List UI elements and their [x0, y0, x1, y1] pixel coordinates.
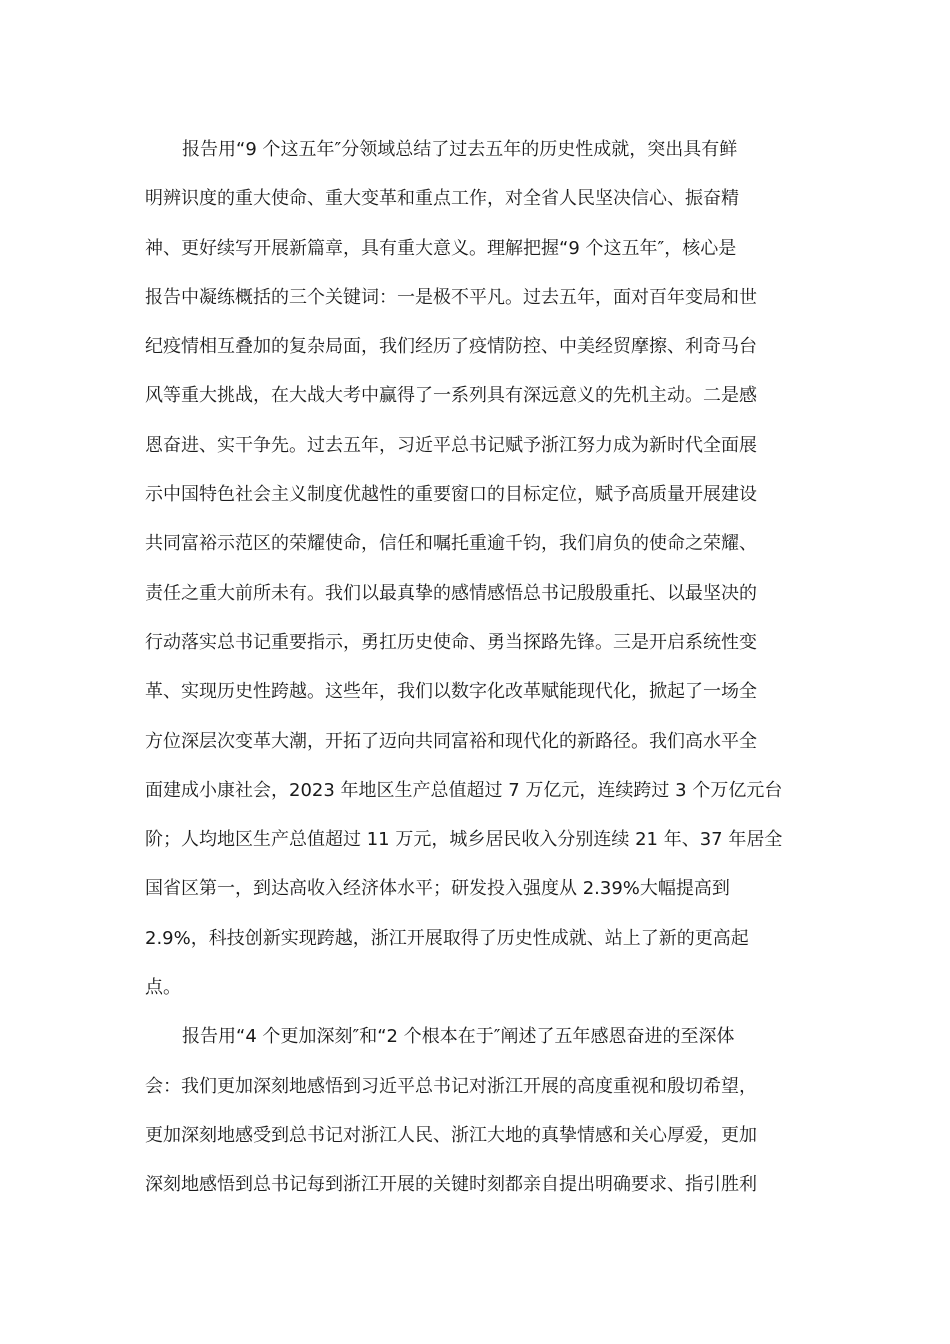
text-line: 示中国特色社会主义制度优越性的重要窗口的目标定位，赋予高质量开展建设: [145, 484, 757, 506]
text-line: 点。: [145, 977, 181, 999]
text-line: 更加深刻地感受到总书记对浙江人民、浙江大地的真挚情感和关心厚爱，更加: [145, 1124, 757, 1146]
text-line: 方位深层次变革大潮，开拓了迈向共同富裕和现代化的新路径。我们高水平全: [145, 730, 757, 752]
document-body: [145, 125, 807, 1210]
text-line: 报告用“4 个更加深刻″和“2 个根本在于″阐述了五年感恩奋进的至深体: [182, 1026, 735, 1048]
text-line: 深刻地感悟到总书记每到浙江开展的关键时刻都亲自提出明确要求、指引胜利: [145, 1174, 757, 1196]
text-line: 风等重大挑战，在大战大考中赢得了一系列具有深远意义的先机主动。二是感: [145, 385, 757, 407]
text-line: 行动落实总书记重要指示，勇扛历史使命、勇当探路先锋。三是开启系统性变: [145, 631, 757, 653]
text-line: 革、实现历史性跨越。这些年，我们以数字化改革赋能现代化，掀起了一场全: [145, 681, 757, 703]
text-line: 报告中凝练概括的三个关键词：一是极不平凡。过去五年，面对百年变局和世: [145, 286, 757, 308]
text-line: 恩奋进、实干争先。过去五年，习近平总书记赋予浙江努力成为新时代全面展: [145, 434, 757, 456]
text-line: 会：我们更加深刻地感悟到习近平总书记对浙江开展的高度重视和殷切希望，: [145, 1075, 757, 1097]
text-line: 责任之重大前所未有。我们以最真挚的感情感悟总书记殷殷重托、以最坚决的: [145, 582, 757, 604]
text-line: 国省区第一，到达高收入经济体水平；研发投入强度从 2.39%大幅提高到: [145, 878, 730, 900]
text-line: 共同富裕示范区的荣耀使命，信任和嘱托重逾千钧，我们肩负的使命之荣耀、: [145, 533, 757, 555]
text-line: 报告用“9 个这五年″分领域总结了过去五年的历史性成就，突出具有鲜: [182, 139, 738, 160]
text-line: 2.9%，科技创新实现跨越，浙江开展取得了历史性成就、站上了新的更高起: [145, 927, 749, 949]
text-line: 明辨识度的重大使命、重大变革和重点工作，对全省人民坚决信心、振奋精: [145, 188, 739, 210]
text-line: 面建成小康社会，2023 年地区生产总值超过 7 万亿元，连续跨过 3 个万亿元台: [145, 779, 783, 801]
paragraph-achievements: [145, 125, 807, 1012]
text-line: 纪疫情相互叠加的复杂局面，我们经历了疫情防控、中美经贸摩擦、利奇马台: [145, 336, 757, 358]
paragraph-reflections: [145, 1012, 807, 1209]
text-line: 神、更好续写开展新篇章，具有重大意义。理解把握“9 个这五年″，核心是: [145, 237, 737, 259]
text-line: 阶；人均地区生产总值超过 11 万元，城乡居民收入分别连续 21 年、37 年居全: [145, 829, 783, 851]
